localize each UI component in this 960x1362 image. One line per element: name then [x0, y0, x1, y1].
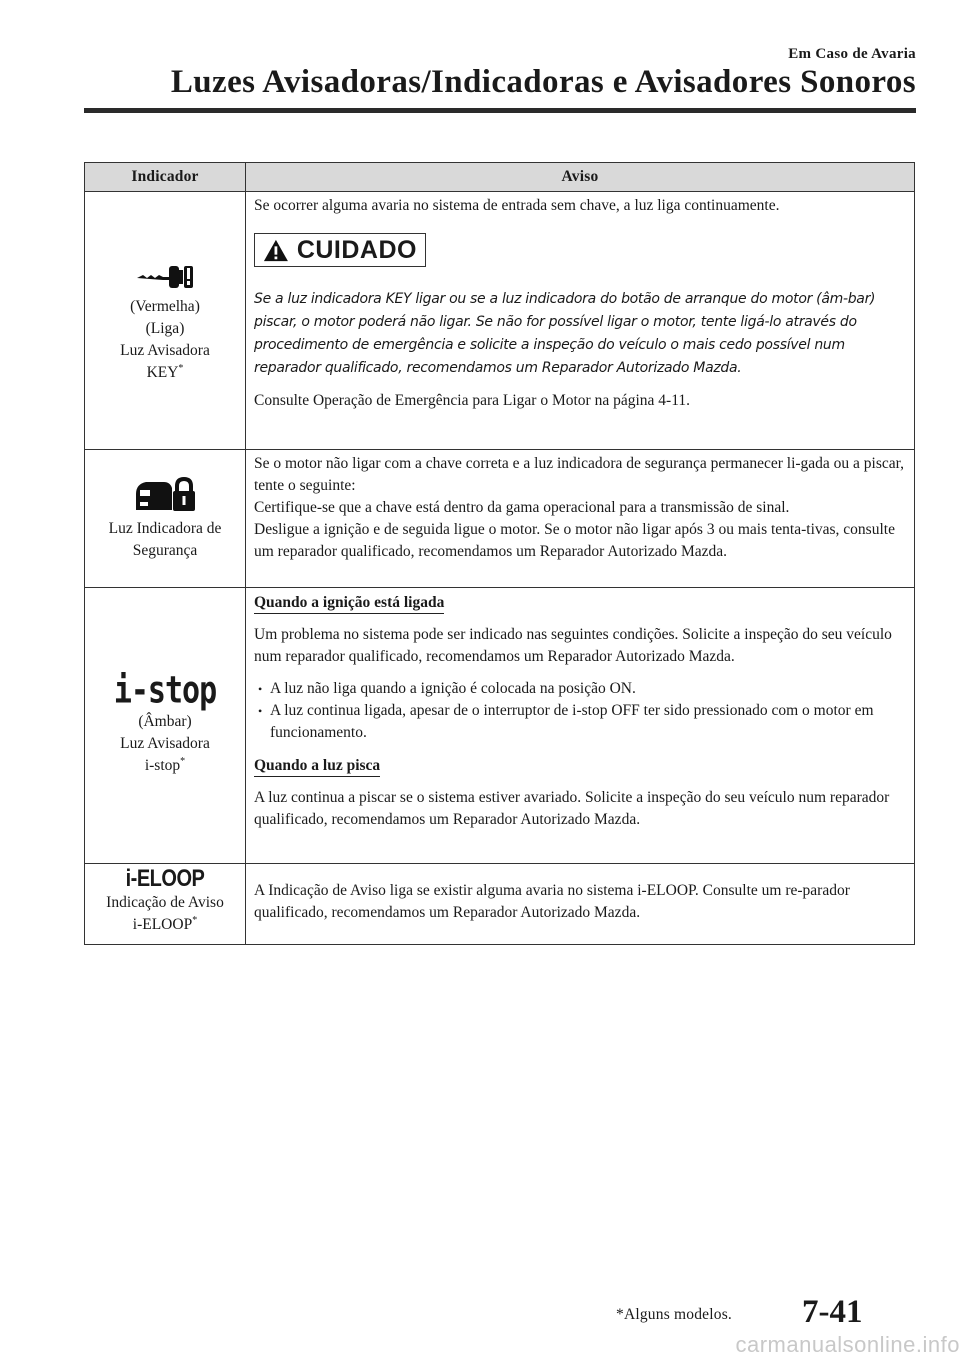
- caution-box: [254, 233, 426, 267]
- indicator-label: i-ELOOP*: [132, 914, 198, 933]
- warning-triangle-icon: [263, 238, 289, 263]
- list-item: • A luz continua ligada, apesar de o interruptor de i-stop OFF ter sido pressionado com o motor em funcionamento.: [254, 700, 908, 744]
- warning-text: Desligue a ignição e de seguida ligue o motor. Se o motor não ligar após 3 ou mais tenta-tivas, consulte um reparador qualificado, recomendamos um Reparador Autorizado Mazda.: [254, 521, 895, 560]
- indicator-label: (Vermelha): [130, 297, 200, 315]
- warning-cell: [246, 192, 915, 450]
- indicator-table: [84, 162, 915, 945]
- warning-text: Se o motor não ligar com a chave correta e a luz indicadora de segurança permanecer li-gada ou a piscar, tente o seguinte:: [254, 455, 905, 494]
- warning-text: Certifique-se que a chave está dentro da gama operacional para a transmissão de sinal.: [254, 499, 790, 516]
- subheading: Quando a luz pisca: [254, 756, 380, 777]
- indicator-cell: [85, 192, 246, 450]
- page-title: Luzes Avisadoras/Indicadoras e Avisadores Sonoros: [170, 64, 916, 100]
- caution-text: Se a luz indicadora KEY ligar ou se a luz indicadora do botão de arranque do motor (âm-bar) piscar, o motor poderá não ligar. Se não for possível ligar o motor, tente ligá-lo através do procedimento de emergência e solicite a inspeção do veículo o mais cedo possível num reparador qualificado, recomendamos um Reparador Autorizado Mazda.: [254, 290, 876, 376]
- subheading: Quando a ignição está ligada: [254, 593, 444, 614]
- table-row: [85, 588, 915, 864]
- table-header-row: [85, 163, 915, 192]
- watermark: carmanualsonline.info: [735, 1332, 960, 1357]
- warning-cell: [246, 588, 915, 864]
- indicator-label: Luz Avisadora: [120, 734, 210, 752]
- warning-text: Um problema no sistema pode ser indicado nas seguintes condições. Solicite a inspeção do seu veículo num reparador qualificado, recomendamos um Reparador Autorizado Mazda.: [254, 626, 892, 665]
- list-item: • A luz não liga quando a ignição é colocada na posição ON.: [254, 678, 908, 700]
- indicator-label: Luz Indicadora de: [108, 519, 222, 537]
- bullet-list: [254, 678, 908, 744]
- indicator-label: Luz Avisadora: [120, 341, 210, 359]
- indicator-label: (Âmbar): [138, 712, 192, 730]
- i-eloop-icon: i-ELOOP: [125, 865, 205, 893]
- col-header-warning: Aviso: [246, 163, 915, 192]
- indicator-cell: [85, 450, 246, 588]
- indicator-label: Segurança: [132, 541, 198, 559]
- indicator-label: Indicação de Aviso: [106, 894, 224, 911]
- section-title: Em Caso de Avaria: [788, 46, 916, 62]
- table-row: [85, 192, 915, 450]
- header-divider: [84, 108, 916, 113]
- indicator-label: i-stop*: [144, 755, 186, 774]
- caution-label: CUIDADO: [296, 235, 417, 264]
- key-warning-icon: [135, 258, 195, 292]
- warning-text: A luz continua a piscar se o sistema estiver avariado. Solicite a inspeção do seu veículo num reparador qualificado, recomendamos um Reparador Autorizado Mazda.: [254, 789, 890, 828]
- table-row: [85, 450, 915, 588]
- footnote: *Alguns modelos.: [616, 1306, 733, 1323]
- indicator-label: KEY*: [146, 362, 184, 381]
- warning-text: A Indicação de Aviso liga se existir alguma avaria no sistema i-ELOOP. Consulte um re-parador qualificado, recomendamos um Reparador Autorizado Mazda.: [254, 881, 850, 921]
- warning-text: Se ocorrer alguma avaria no sistema de entrada sem chave, a luz liga continuamente.: [254, 197, 780, 214]
- security-car-lock-icon: [134, 476, 196, 514]
- col-header-indicator: Indicador: [85, 163, 246, 192]
- warning-cell: [246, 450, 915, 588]
- i-stop-icon: i-stop: [113, 668, 217, 712]
- indicator-cell: [85, 588, 246, 864]
- indicator-label: (Liga): [145, 319, 185, 337]
- page-reference: Consulte Operação de Emergência para Ligar o Motor na página 4-11.: [254, 391, 690, 409]
- page-number: 7-41: [802, 1294, 863, 1330]
- table-row: [85, 864, 915, 945]
- warning-cell: [246, 864, 915, 945]
- indicator-cell: [85, 864, 246, 945]
